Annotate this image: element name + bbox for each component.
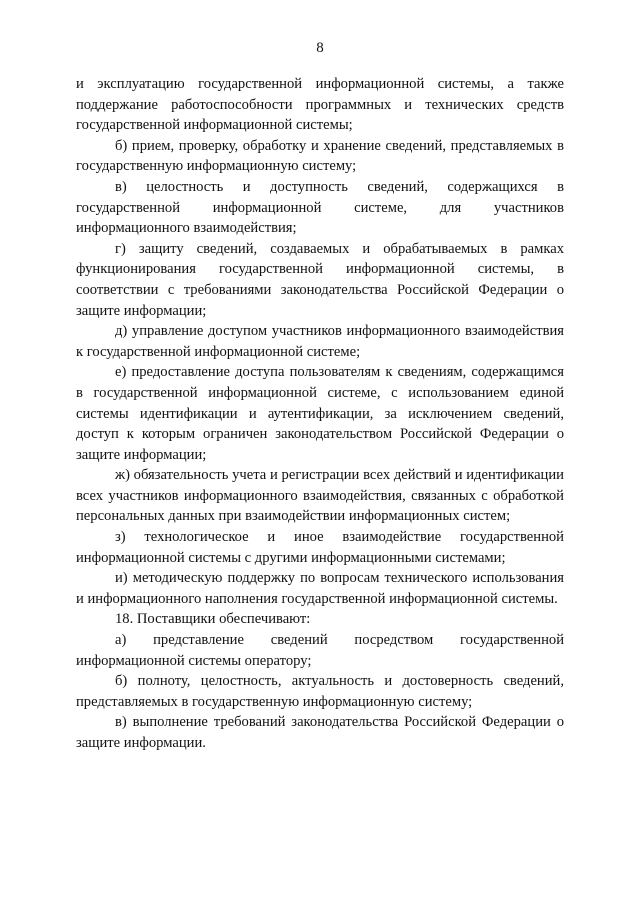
paragraph-section-18: 18. Поставщики обеспечивают: bbox=[115, 611, 311, 628]
paragraph-item-a-18: а) представление сведений посредством государственной информационной системы оператору; bbox=[76, 632, 564, 669]
paragraph-item-d: д) управление доступом участников информационного взаимодействия к государственной информационной системе; bbox=[76, 323, 564, 360]
paragraph-item-b: б) прием, проверку, обработку и хранение сведений, представляемых в государственную информационную систему; bbox=[76, 137, 564, 175]
paragraph-item-z: з) технологическое и иное взаимодействие государственной информационной системы с другими информационными системами; bbox=[76, 529, 564, 566]
paragraph-item-i: и) методическую поддержку по вопросам технического использования и информационного наполнения государственной информационной системы. bbox=[76, 570, 564, 607]
paragraph-item-g: г) защиту сведений, создаваемых и обрабатываемых в рамках функционирования государственной информационной системы, в соответствии с требованиями законодательства Российской Федерации о защите информации; bbox=[76, 240, 564, 319]
paragraph-item-v: в) целостность и доступность сведений, содержащихся в государственной информационной системе, для участников информационного взаимодействия; bbox=[76, 178, 564, 237]
document-body bbox=[76, 74, 564, 754]
paragraph-item-v-18: в) выполнение требований законодательства Российской Федерации о защите информации. bbox=[76, 714, 564, 751]
paragraph-continuation: и эксплуатацию государственной информационной системы, а также поддержание работоспособности программных и технических средств государственной информационной системы; bbox=[76, 76, 564, 134]
paragraph-item-e: е) предоставление доступа пользователям к сведениям, содержащимся в государственной информационной системе, с использованием единой системы идентификации и аутентификации, за исключением сведений, доступ к которым ограничен законодательством Российской Федерации о защите информации; bbox=[76, 364, 564, 463]
paragraph-item-b-18: б) полноту, целостность, актуальность и достоверность сведений, представляемых в государственную информационную систему; bbox=[76, 673, 564, 710]
page-number: 8 bbox=[316, 40, 324, 56]
paragraph-item-zh: ж) обязательность учета и регистрации всех действий и идентификации всех участников информационного взаимодействия, связанных с обработкой персональных данных при взаимодействии информационных систем; bbox=[76, 467, 564, 525]
